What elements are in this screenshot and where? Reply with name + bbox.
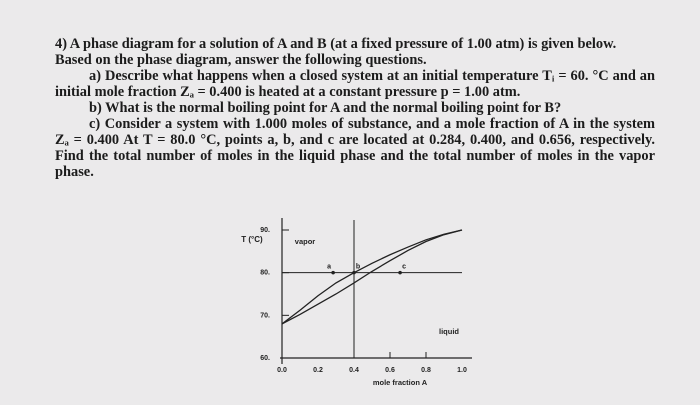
point-label-b: b (355, 263, 361, 271)
x-tick-label: 0.2 (313, 367, 323, 374)
liquid-label: liquid (439, 327, 459, 336)
x-tick-label: 1.0 (457, 367, 467, 374)
point-label-a: a (327, 263, 332, 271)
ticks (260, 227, 467, 374)
x-axis-label: mole fraction A (372, 378, 428, 387)
question-part-a: a) Describe what happens when a closed system at an initial temperature Tᵢ = 60. °C and an initial mole fraction Zₐ = 0.400 is heated at a constant pressure p = 1.00 atm. (55, 68, 655, 100)
point-b (352, 271, 356, 275)
x-tick-label: 0.6 (385, 367, 395, 374)
y-tick-label: 80. (260, 269, 270, 277)
point-label-c: c (402, 263, 407, 271)
vapor-label: vapor (294, 237, 316, 246)
y-axis-label: T (°C) (241, 235, 263, 244)
point-c (398, 271, 402, 275)
x-tick-label: 0.0 (277, 367, 287, 374)
question-intro: 4) A phase diagram for a solution of A and B (at a fixed pressure of 1.00 atm) is given below. Based on the phase diagram, answer the following questions. (55, 36, 617, 68)
y-tick-label: 90. (260, 227, 270, 234)
y-tick-label: 70. (260, 312, 270, 320)
question-part-c: c) Consider a system with 1.000 moles of substance, and a mole fraction of A in the system Zₐ = 0.400 At T = 80.0 °C, points a, b, and c are located at 0.284, 0.400, and 0.656, respectively. Find the total number of moles in the liquid phase and the total number of moles in the vapor phase. (55, 116, 655, 180)
y-tick-label: 60. (260, 355, 270, 362)
point-a (331, 271, 335, 275)
x-tick-label: 0.4 (349, 367, 359, 374)
x-tick-label: 0.8 (421, 367, 431, 374)
labels (241, 235, 459, 387)
question-part-b: b) What is the normal boiling point for A and the normal boiling point for B? (89, 100, 562, 116)
